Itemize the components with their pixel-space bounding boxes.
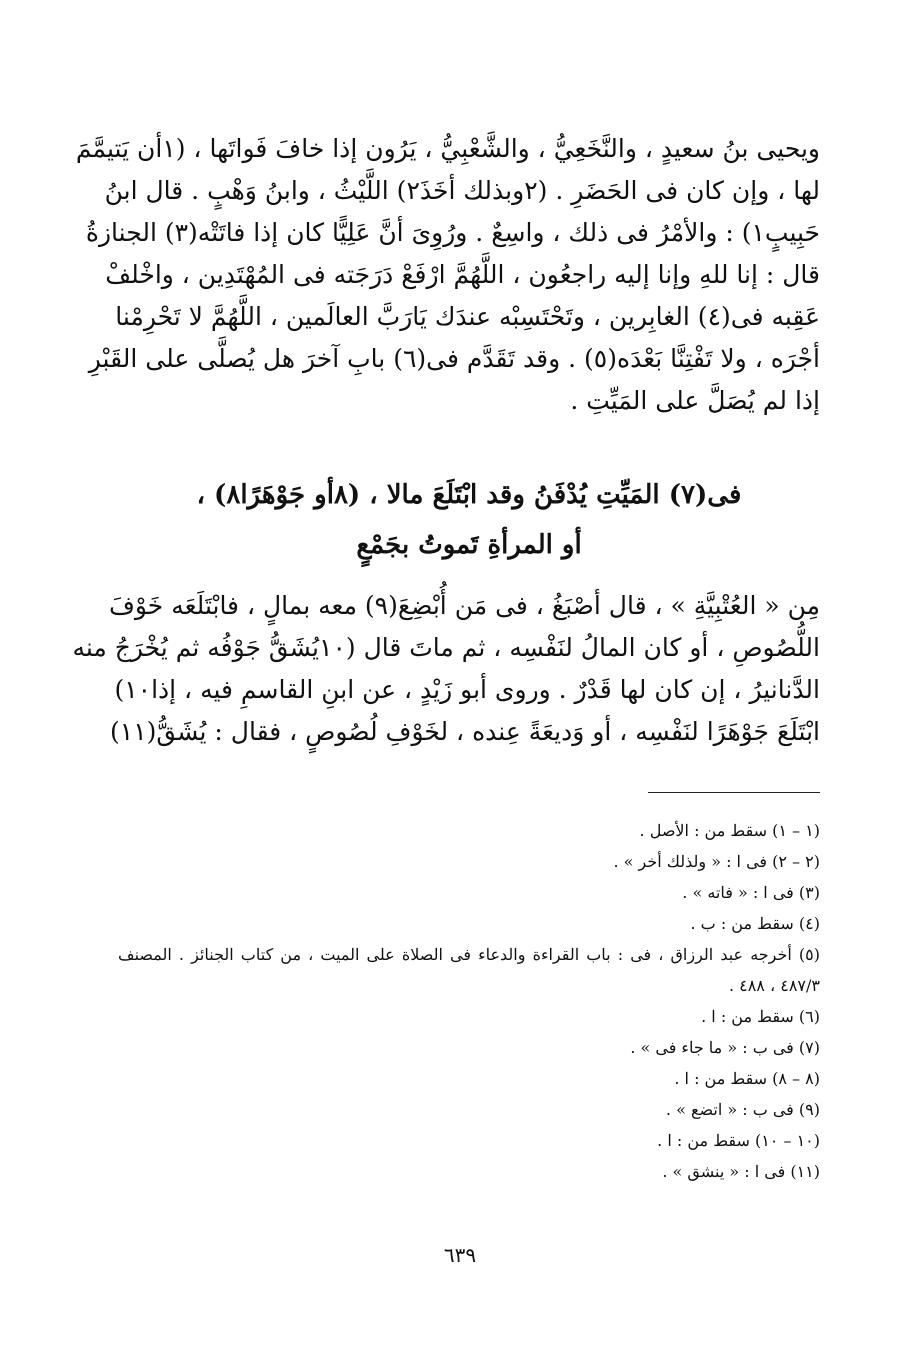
text-line: إذا لم يُصَلَّ على المَيِّتِ . — [570, 386, 820, 415]
heading-line-2: أو المرأةِ تَموتُ بجَمْعٍ — [356, 530, 582, 560]
footnote: (٧) فى ب : « ما جاء فى » . — [630, 1038, 820, 1057]
footnote: (١١) فى ا : « ينشق » . — [662, 1162, 820, 1181]
footnote: (١ – ١) سقط من : الأصل . — [639, 821, 820, 840]
text-line: أجْرَه ، ولا تَفْتِنَّا بَعْدَه(٥) . وقد تَقَدَّم فى(٦) بابِ آخرَ هل يُصلَّى على القَبْرِ — [88, 344, 820, 373]
footnote-continuation: ٤٨٧/٣ ، ٤٨٨ . — [728, 976, 820, 995]
footnote: (٢ – ٢) فى ا : « ولذلك أخر » . — [613, 852, 820, 871]
footnote: (١٠ – ١٠) سقط من : ا . — [657, 1131, 820, 1150]
footnote: (٥) أخرجه عبد الرزاق ، فى : باب القراءة والدعاء فى الصلاة على الميت ، من كتاب الجنائز . المصنف — [118, 945, 820, 964]
footnote: (٦) سقط من : ا . — [701, 1007, 820, 1026]
text-line: حَبِيبٍ١) : والأمْرُ فى ذلك ، واسِعٌ . ورُوِىَ أنَّ عَلِيًّا كان إذا فاتَتْه(٣) الجنازةُ — [85, 218, 820, 247]
footnote: (٩) فى ب : « اتضع » . — [665, 1100, 820, 1119]
page-number: ٦٣٩ — [443, 1243, 477, 1267]
text-line: لها ، وإن كان فى الحَضَرِ . (٢وبذلك أخَذَ٢) اللَّيْثُ ، وابنُ وَهْبٍ . قال ابنُ — [104, 176, 820, 205]
footnote: (٨ – ٨) سقط من : ا . — [674, 1069, 820, 1088]
text-line: مِن « العُتْبِيَّةِ » ، قال أصْبَغُ ، فى مَن أُبْضِعَ(٩) معه بمالٍ ، فابْتَلَعَه خَوْفَ — [108, 591, 820, 620]
text-line: قال : إنا للهِ وإنا إليه راجعُون ، اللَّهُمَّ ارْفَعْ دَرَجَته فى المُهْتَدِين ، واخْلفْ — [105, 260, 820, 289]
text-line: ابْتَلَعَ جَوْهَرًا لنَفْسِه ، أو وَديعَةً عِنده ، لخَوْفِ لُصُوصٍ ، فقال : يُشَقُّ(١١) — [110, 717, 820, 746]
footnotes — [118, 815, 820, 1187]
footnote-divider — [648, 792, 820, 793]
text-line: اللُّصُوصِ ، أو كان المالُ لنَفْسِه ، ثم ماتَ قال (١٠يُشَقُّ جَوْفُه ثم يُخْرَجُ منه — [72, 633, 820, 662]
section-heading — [118, 470, 820, 570]
text-line: ويحيى بنُ سعيدٍ ، والنَّخَعِيُّ ، والشَّعْبِيُّ ، يَرُون إذا خافَ فَواتَها ، (١أن يَتيمَّمَ — [75, 134, 820, 163]
text-line: عَقِبه فى(٤) الغابِرين ، وتَحْتَسِبْه عندَك يَارَبَّ العالَمين ، اللَّهُمَّ لا تَحْرِمْنا — [115, 302, 820, 331]
footnote: (٣) فى ا : « فاته » . — [682, 883, 820, 902]
heading-line-1: فى(٧) المَيِّتِ يُدْفَنُ وقد ابْتَلَعَ مالا ، (٨أو جَوْهَرًا٨) ، — [196, 480, 742, 510]
paragraph-1 — [75, 128, 820, 422]
text-line: الدَّنانيرُ ، إن كان لها قَدْرٌ . وروى أبو زَيْدٍ ، عن ابنِ القاسمِ فيه ، إذا١٠) — [114, 675, 820, 704]
paragraph-2 — [72, 585, 820, 753]
footnote: (٤) سقط من : ب . — [690, 914, 820, 933]
